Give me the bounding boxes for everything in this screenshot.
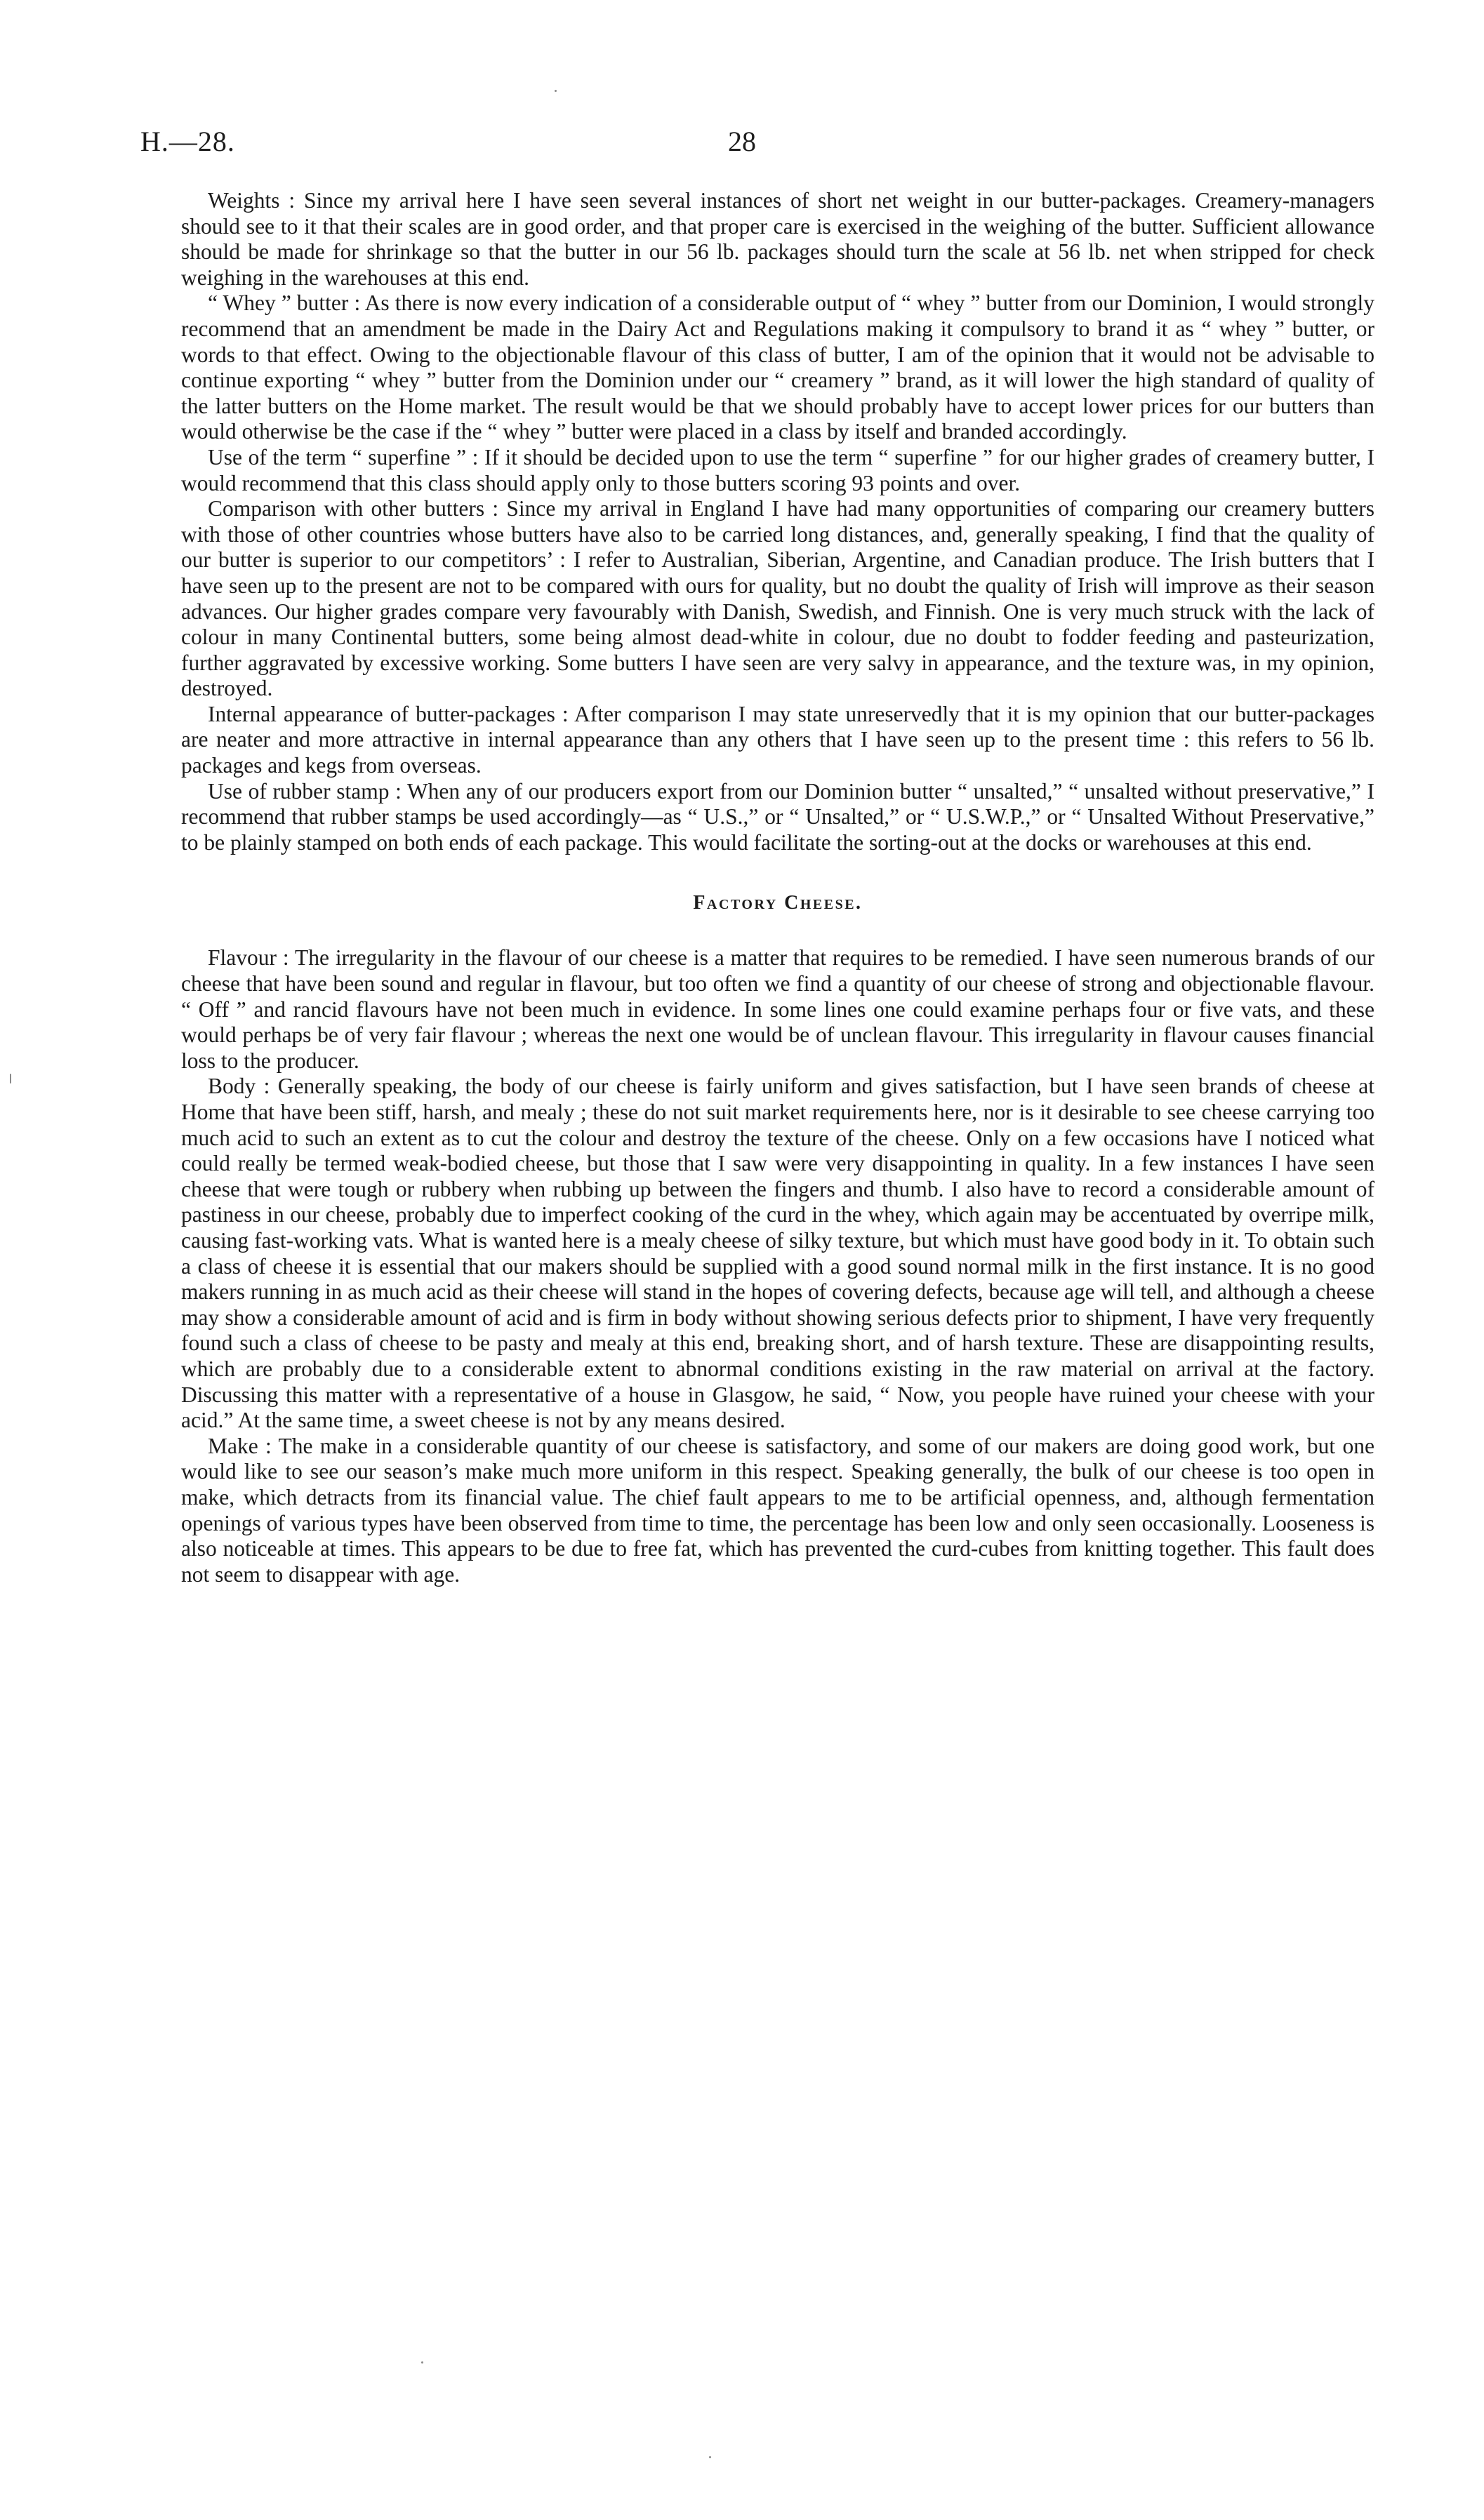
paragraph-lead: Comparison with other butters : (208, 496, 499, 521)
paragraph-text: As there is now every indication of a considerable output of “ whey ” butter from our Dominion, I would strongly recommend that an amendment be made in the Dairy Act and Regulations making it compulsory to brand it as “ whey ” butter, or words to that effect. Owing to the objectionable flavour of this class of butter, I am of the opinion that it would not be advisable to continue exporting “ whey ” butter from the Dominion under our “ creamery ” brand, as it will lower the high standard of quality of the latter butters on the Home market. The result would be that we should probably have to accept lower prices for our butters than would otherwise be the case if the “ whey ” butter were placed in a class by itself and branded accordingly. (181, 291, 1374, 444)
scan-speck (421, 2361, 423, 2364)
paragraph-body (181, 1074, 1374, 1433)
scan-speck (10, 1074, 11, 1084)
paragraph-make (181, 1434, 1374, 1588)
paragraph-lead: Use of rubber stamp : (208, 778, 402, 804)
paragraph-superfine (181, 445, 1374, 496)
paragraph-comparison (181, 496, 1374, 702)
paragraph-weights (181, 188, 1374, 291)
paragraph-text: The make in a considerable quantity of our cheese is satisfactory, and some of our makers are doing good work, but one would like to see our season’s make much more uniform in this respect. Speaking generally, the bulk of our cheese is too open in make, which detracts from its financial value. The chief fault appears to me to be artificial openness, and, although fermentation openings of various types have been observed from time to time, the percentage has been low and only seen occasionally. Looseness is also noticeable at times. This appears to be due to free fat, which has prevented the curd-cubes from knitting together. This fault does not seem to disappear with age. (181, 1433, 1374, 1587)
paragraph-text: If it should be decided upon to use the term “ superfine ” for our higher grades of creamery butter, I would recommend that this class should apply only to those butters scoring 93 points and over. (181, 444, 1374, 495)
paragraph-lead: Make : (208, 1433, 272, 1458)
paragraph-text: Generally speaking, the body of our cheese is fairly uniform and gives satisfaction, but I have seen brands of cheese at Home that have been stiff, harsh, and mealy ; these do not suit market requirements here, nor is it desirable to see cheese carrying too much acid to such an extent as to cut the colour and destroy the texture of the cheese. Only on a few occasions have I noticed what could really be termed weak-bodied cheese, but those that I saw were very disappointing in quality. In a few instances I have seen cheese that were tough or rubbery when rubbing up between the fingers and thumb. I also have to record a considerable amount of pastiness in our cheese, probably due to imperfect cooking of the curd in the whey, which again may be accentuated by overripe milk, causing fast-working vats. What is wanted here is a mealy cheese of silky texture, but which must have good body in it. To obtain such a class of cheese it is essential that our makers should be supplied with a good sound normal milk in the first instance. It is no good makers running in as much acid as their cheese will stand in the hopes of covering defects, because age will tell, and although a cheese may show a considerable amount of acid and is firm in body without showing serious defects prior to shipment, I have very frequently found such a class of cheese to be pasty and mealy at this end, breaking short, and of harsh texture. These are disappointing results, which are probably due to a considerable extent to abnormal conditions existing in the raw material on arrival at the factory. Discussing this matter with a representative of a house in Glasgow, he said, “ Now, you people have ruined your cheese with your acid.” At the same time, a sweet cheese is not by any means desired. (181, 1074, 1374, 1433)
paragraph-flavour (181, 945, 1374, 1074)
paragraph-text: Since my arrival in England I have had many opportunities of comparing our creamery butters with those of other countries whose butters have also to be carried long distances, and, generally speaking, I find that the quality of our butter is superior to our competitors’ : I refer to Australian, Siberian, Argentine, and Canadian produce. The Irish butters that I have seen up to the present are not to be compared with ours for quality, but no doubt the quality of Irish will improve as their season advances. Our higher grades compare very favourably with Danish, Swedish, and Finnish. One is very much struck with the lack of colour in many Continental butters, some being almost dead-white in colour, due no doubt to fodder feeding and pasteurization, further aggravated by excessive working. Some butters I have seen are very salvy in appearance, and the texture was, in my opinion, destroyed. (181, 496, 1375, 701)
paragraph-text: Since my arrival here I have seen several instances of short net weight in our butter-packages. Creamery-managers should see to it that their scales are in good order, and that proper care is exercised in the weighing of the butter. Sufficient allowance should be made for shrinkage so that the butter in our 56 lb. packages should turn the scale at 56 lb. net when stripped for check weighing in the warehouses at this end. (181, 188, 1374, 290)
paragraph-text: After comparison I may state unreservedly that it is my opinion that our butter-packages are neater and more attractive in internal appearance than any others that I have seen up to the present time : this refers to 56 lb. packages and kegs from overseas. (181, 701, 1374, 778)
paragraph-text: When any of our producers export from our Dominion butter “ unsalted,” “ unsalted without preservative,” I recommend that rubber stamps be used accordingly—as “ U.S.,” or “ Unsalted,” or “ U.S.W.P.,” or “ Unsalted Without Preservative,” to be plainly stamped on both ends of each package. This would facilitate the sorting-out at the docks or warehouses at this end. (181, 778, 1374, 855)
paragraph-text: The irregularity in the flavour of our cheese is a matter that requires to be remedied. I have seen numerous brands of our cheese that have been sound and regular in flavour, but too often we find a quantity of our cheese of strong and objectionable flavour. “ Off ” and rancid flavours have not been much in evidence. In some lines one could examine perhaps four or five vats, and these would perhaps be of very fair flavour ; whereas the next one would be of unclean flavour. This irregularity in flavour causes financial loss to the producer. (181, 945, 1375, 1073)
section-heading-factory-cheese: Factory Cheese. (693, 892, 863, 914)
paragraph-lead: Weights : (208, 188, 296, 213)
paragraph-lead: Use of the term “ superfine ” : (208, 444, 479, 469)
paragraph-lead: Body : (208, 1074, 270, 1099)
page-header (140, 125, 1376, 167)
page-number: 28 (728, 126, 756, 157)
document-reference: H.—28. (140, 126, 235, 157)
paragraph-lead: Internal appearance of butter-packages : (208, 701, 569, 726)
body-text (181, 188, 1374, 1587)
scan-speck (709, 2456, 711, 2458)
paragraph-whey-butter (181, 291, 1374, 445)
scan-speck (555, 90, 557, 92)
paragraph-lead: “ Whey ” butter : (208, 291, 361, 316)
paragraph-internal-appearance (181, 702, 1374, 779)
paragraph-lead: Flavour : (208, 945, 289, 971)
paragraph-rubber-stamp (181, 779, 1374, 856)
